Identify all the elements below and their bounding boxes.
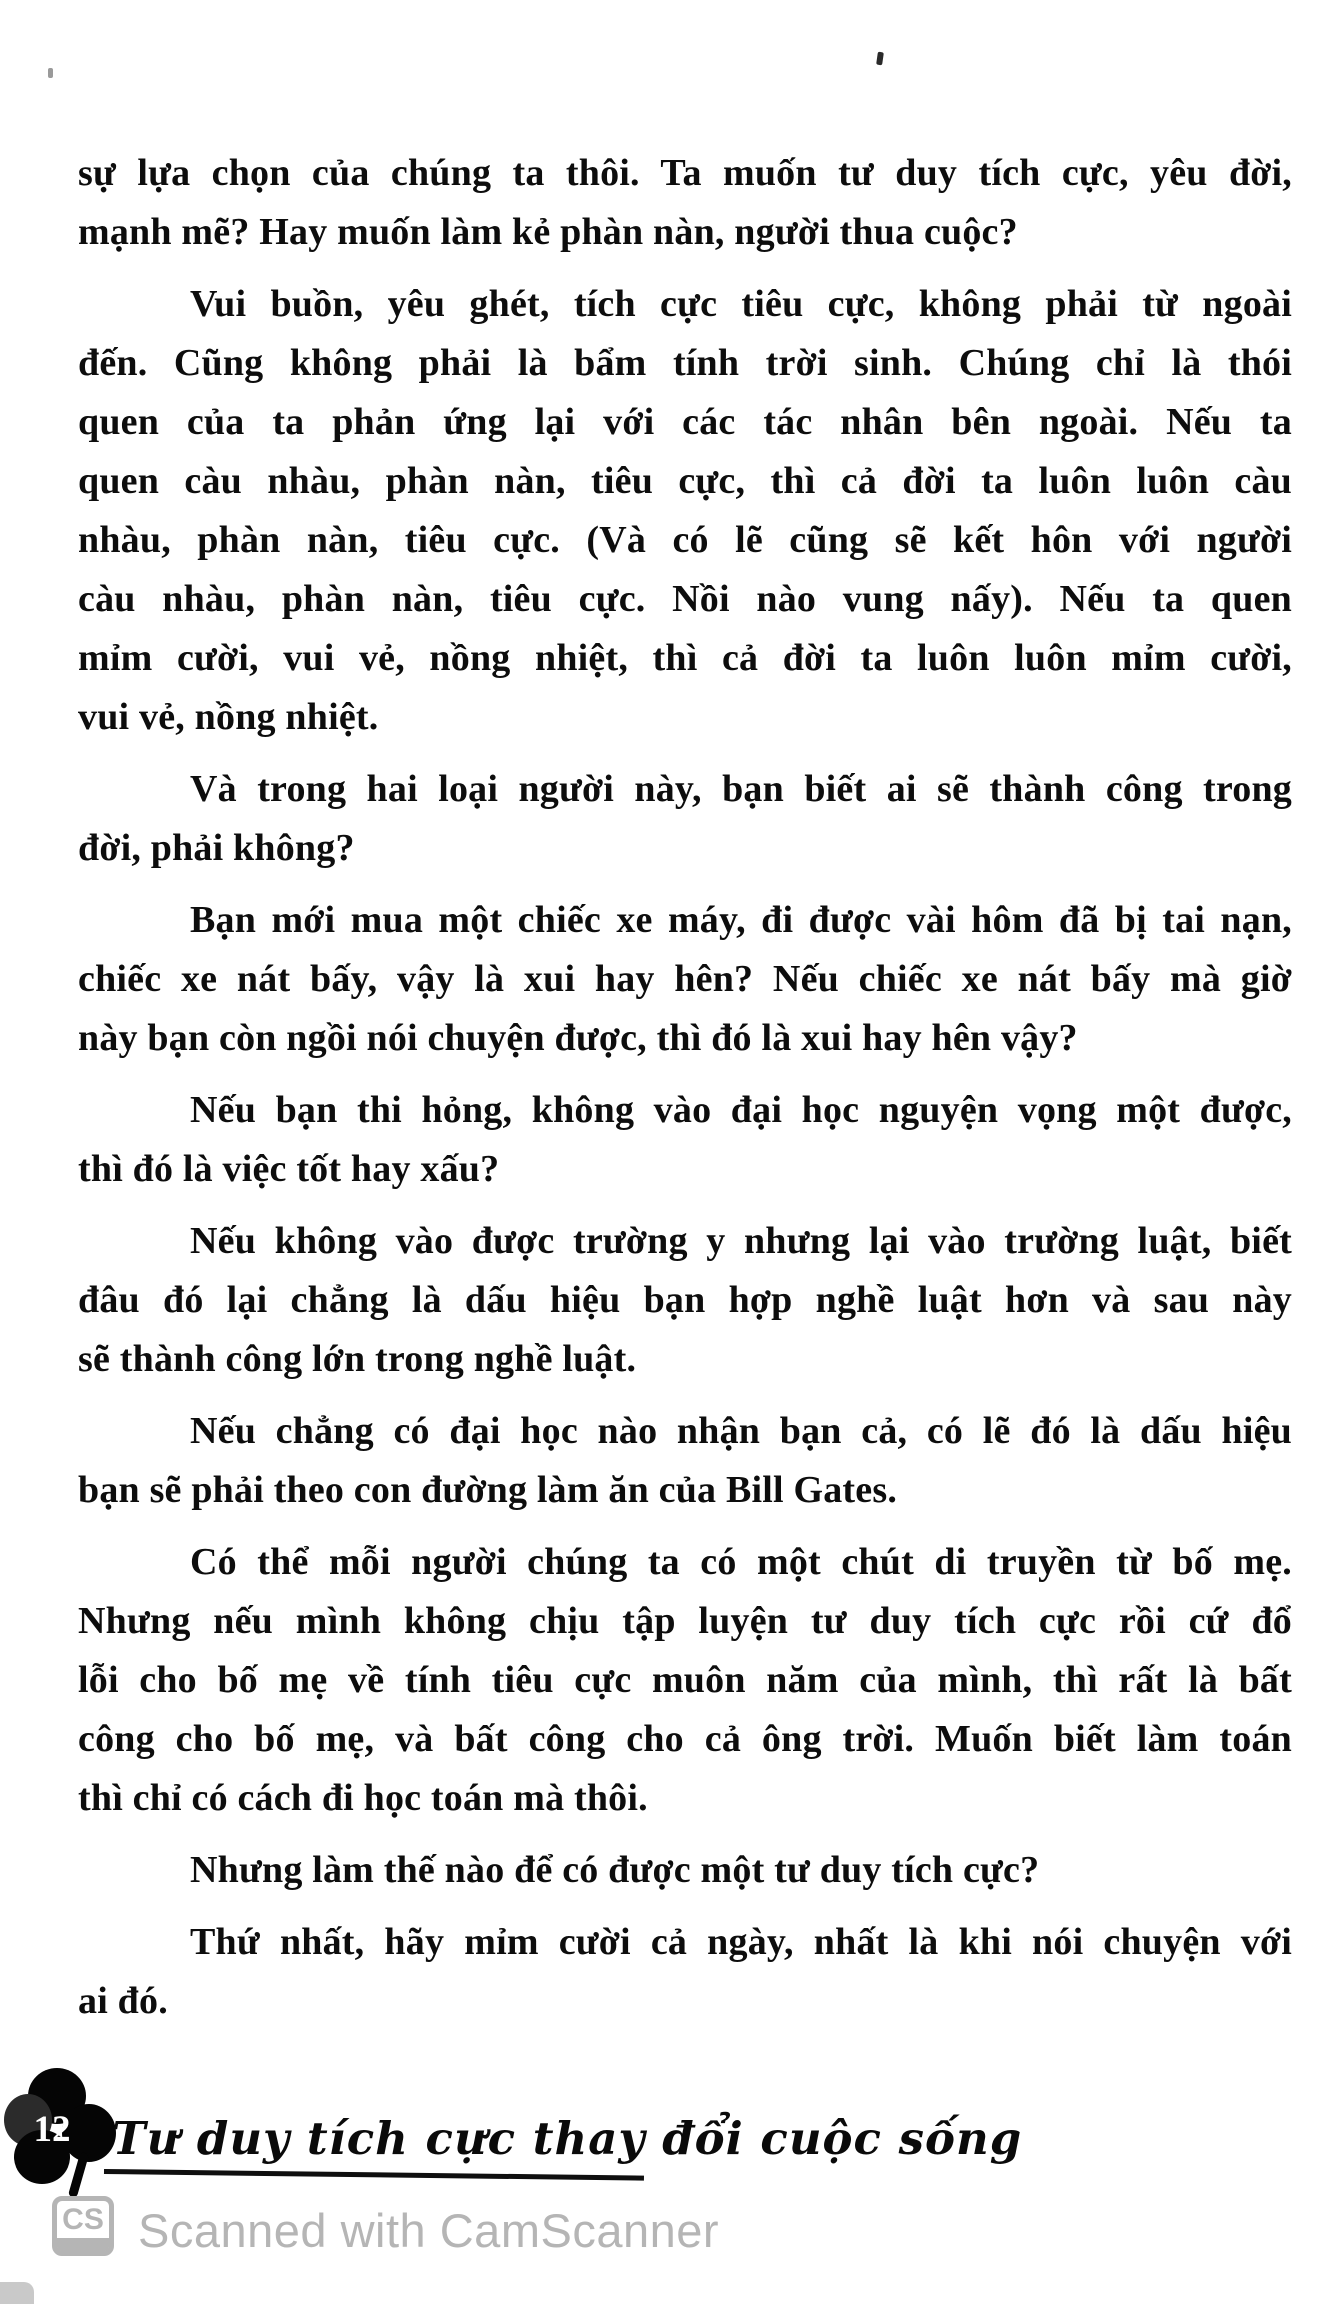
text-line: chiếc xe nát bấy, vậy là xui hay hên? Nếu chiếc xe nát bấy mà giờ: [78, 958, 1292, 1000]
text-line: đến. Cũng không phải là bẩm tính trời sinh. Chúng chỉ là thói: [78, 342, 1292, 384]
text-line: Có thể mỗi người chúng ta có một chút di truyền từ bố mẹ.: [190, 1541, 1292, 1583]
text-line: thì chỉ có cách đi học toán mà thôi.: [78, 1777, 648, 1819]
corner-smudge: [0, 2282, 34, 2304]
text-line: quen càu nhàu, phàn nàn, tiêu cực, thì cả đời ta luôn luôn càu: [78, 460, 1292, 502]
paragraph: [78, 1212, 1292, 1389]
text-line: nhàu, phàn nàn, tiêu cực. (Và có lẽ cũng sẽ kết hôn với người: [78, 519, 1292, 561]
text-line: vui vẻ, nồng nhiệt.: [78, 696, 379, 738]
text-line: Nhưng làm thế nào để có được một tư duy tích cực?: [190, 1849, 1040, 1891]
text-line: Vui buồn, yêu ghét, tích cực tiêu cực, không phải từ ngoài: [190, 283, 1292, 325]
text-line: càu nhàu, phàn nàn, tiêu cực. Nồi nào vung nấy). Nếu ta quen: [78, 578, 1292, 620]
paragraph: [78, 275, 1292, 747]
camscanner-logo-text: CS: [62, 2203, 104, 2236]
text-line: Thứ nhất, hãy mỉm cười cả ngày, nhất là khi nói chuyện với: [190, 1921, 1292, 1963]
text-line: Nếu bạn thi hỏng, không vào đại học nguyện vọng một được,: [190, 1089, 1292, 1131]
text-line: đâu đó lại chẳng là dấu hiệu bạn hợp nghề luật hơn và sau này: [78, 1279, 1292, 1321]
text-line: đời, phải không?: [78, 827, 355, 869]
paragraph: [78, 1081, 1292, 1199]
paragraph: [78, 1402, 1292, 1520]
text-line: sẽ thành công lớn trong nghề luật.: [78, 1338, 637, 1380]
page-number: 12: [33, 2109, 71, 2150]
text-line: Nếu chẳng có đại học nào nhận bạn cả, có lẽ đó là dấu hiệu: [190, 1410, 1292, 1452]
text-line: quen của ta phản ứng lại với các tác nhân bên ngoài. Nếu ta: [78, 401, 1292, 443]
text-line: Bạn mới mua một chiếc xe máy, đi được vài hôm đã bị tai nạn,: [190, 899, 1292, 941]
flower-ornament-icon: [4, 2068, 116, 2202]
scan-speck: [876, 52, 884, 66]
paragraph: [78, 760, 1292, 878]
paragraph: [78, 891, 1292, 1068]
paragraph: [78, 1533, 1292, 1828]
footer-title-underline: [104, 2169, 644, 2181]
text-line: Và trong hai loại người này, bạn biết ai sẽ thành công trong: [190, 768, 1292, 810]
paragraph: [78, 144, 1292, 262]
text-line: Nhưng nếu mình không chịu tập luyện tư duy tích cực rồi cứ đổ: [78, 1600, 1292, 1642]
scan-speck: [48, 68, 53, 78]
camscanner-logo-bar: [57, 2238, 109, 2251]
body-text: [78, 144, 1292, 2031]
text-line: bạn sẽ phải theo con đường làm ăn của Bill Gates.: [78, 1469, 898, 1511]
text-line: này bạn còn ngồi nói chuyện được, thì đó là xui hay hên vậy?: [78, 1017, 1078, 1059]
camscanner-logo-icon: [52, 2196, 114, 2256]
paragraph: [78, 1841, 1292, 1900]
text-line: ai đó.: [78, 1980, 168, 2022]
text-line: sự lựa chọn của chúng ta thôi. Ta muốn tư duy tích cực, yêu đời,: [78, 152, 1292, 194]
camscanner-watermark-text: Scanned with CamScanner: [138, 2204, 720, 2257]
text-line: mạnh mẽ? Hay muốn làm kẻ phàn nàn, người thua cuộc?: [78, 211, 1018, 253]
text-line: thì đó là việc tốt hay xấu?: [78, 1148, 500, 1190]
text-line: lỗi cho bố mẹ về tính tiêu cực muôn năm của mình, thì rất là bất: [78, 1659, 1292, 1701]
footer-book-title: Tư duy tích cực thay đổi cuộc sống: [112, 2112, 1023, 2165]
text-line: Nếu không vào được trường y nhưng lại vào trường luật, biết: [190, 1220, 1292, 1262]
text-line: mỉm cười, vui vẻ, nồng nhiệt, thì cả đời ta luôn luôn mỉm cười,: [78, 637, 1292, 679]
paragraph: [78, 1913, 1292, 2031]
flower-stem: [68, 2152, 89, 2199]
text-line: công cho bố mẹ, và bất công cho cả ông trời. Muốn biết làm toán: [78, 1718, 1292, 1760]
